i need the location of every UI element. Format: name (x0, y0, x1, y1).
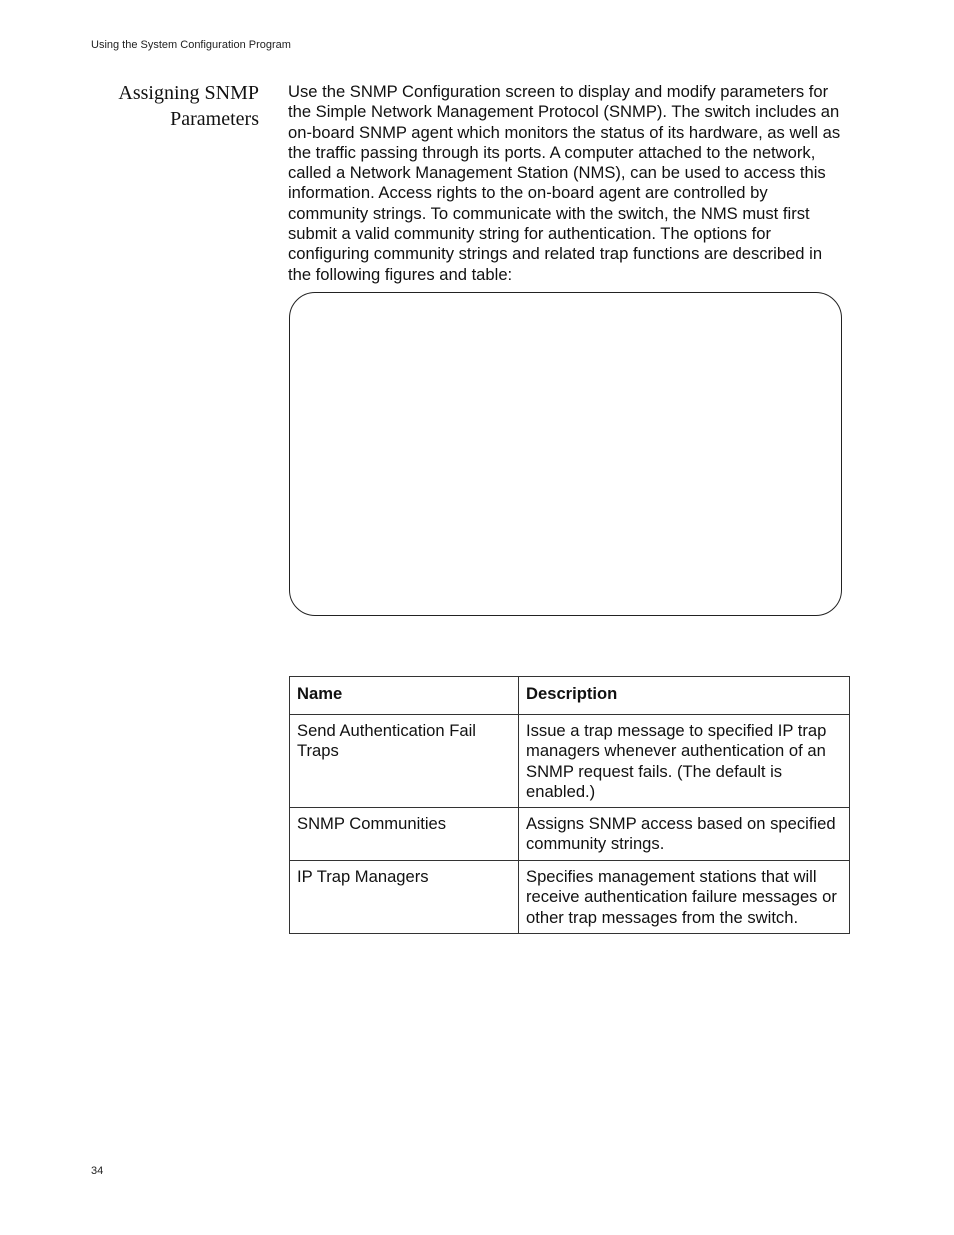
table-header-row (290, 677, 850, 715)
column-header-name: Name (290, 677, 519, 715)
parameter-table (289, 676, 850, 934)
column-header-description: Description (519, 677, 850, 715)
section-heading-line-2: Parameters (170, 108, 259, 130)
intro-paragraph: Use the SNMP Configuration screen to display and modify parameters for the Simple Network Management Protocol (SNMP). The switch includes an on-board SNMP agent which monitors the status of its hardware, as well as the traffic passing through its ports. A computer attached to the network, called a Network Management Station (NMS), can be used to access this information. Access rights to the on-board agent are controlled by community strings. To communicate with the switch, the NMS must first submit a valid community string for authentication. The options for configuring community strings and related trap functions are described in the following figures and table: (288, 82, 841, 284)
running-header: Using the System Configuration Program (91, 39, 291, 51)
figure-placeholder-frame (289, 292, 842, 616)
section-heading-line-1: Assigning SNMP (118, 82, 259, 104)
row-description-cell: Specifies management stations that will receive authentication failure messages or other trap messages from the switch. (519, 861, 850, 934)
row-description-cell: Assigns SNMP access based on specified community strings. (519, 808, 850, 861)
table-row (290, 715, 850, 808)
page-number: 34 (91, 1165, 104, 1177)
row-name-cell: SNMP Communities (290, 808, 519, 861)
table-row (290, 808, 850, 861)
row-name-cell: IP Trap Managers (290, 861, 519, 934)
table-row (290, 861, 850, 934)
section-heading (80, 80, 259, 132)
row-name-cell: Send Authentication Fail Traps (290, 715, 519, 808)
row-description-cell: Issue a trap message to specified IP trap managers whenever authentication of an SNMP request fails. (The default is enabled.) (519, 715, 850, 808)
